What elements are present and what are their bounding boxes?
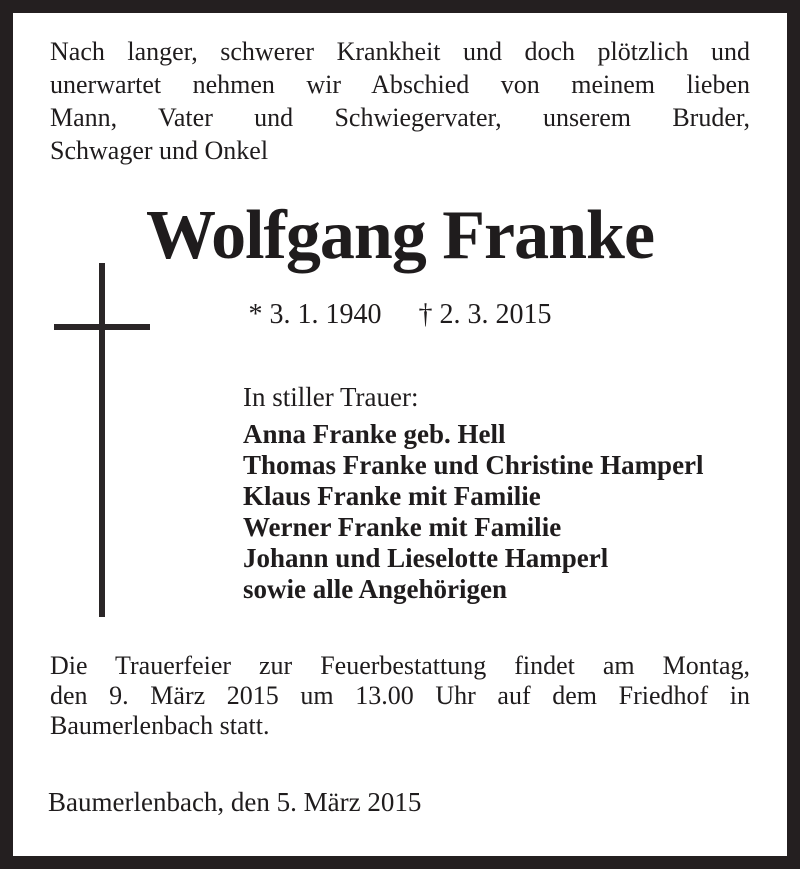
intro-line: Schwager und Onkel [50,136,269,165]
mourners-list [243,419,704,605]
mourner-line: Klaus Franke mit Familie [243,481,541,511]
death-notice-sheet [13,13,787,856]
mourner-line: sowie alle Angehörigen [243,574,507,604]
funeral-line: Die Trauerfeier zur Feuerbestattung findet am Montag, [50,651,750,680]
life-dates [13,298,787,332]
death-date: † 2. 3. 2015 [418,299,552,330]
mourner-line: Werner Franke mit Familie [243,512,562,542]
deceased-name: Wolfgang Franke [145,197,655,274]
intro-line: Mann, Vater und Schwiegervater, unserem Bruder, [50,103,750,132]
funeral-info-paragraph [50,651,750,741]
funeral-line: den 9. März 2015 um 13.00 Uhr auf dem Friedhof in [50,681,750,710]
mourner-line: Thomas Franke und Christine Hamperl [243,450,704,480]
place-date-line: Baumerlenbach, den 5. März 2015 [48,787,422,817]
mourning-heading: In stiller Trauer: [243,382,419,412]
funeral-line: Baumerlenbach statt. [50,711,270,740]
intro-line: Nach langer, schwerer Krankheit und doch plötzlich und [50,37,750,66]
mourner-line: Johann und Lieselotte Hamperl [243,543,609,573]
intro-paragraph [50,35,750,167]
intro-line: unerwartet nehmen wir Abschied von meinem lieben [50,70,750,99]
mourner-line: Anna Franke geb. Hell [243,419,506,449]
birth-date: * 3. 1. 1940 [248,299,382,330]
